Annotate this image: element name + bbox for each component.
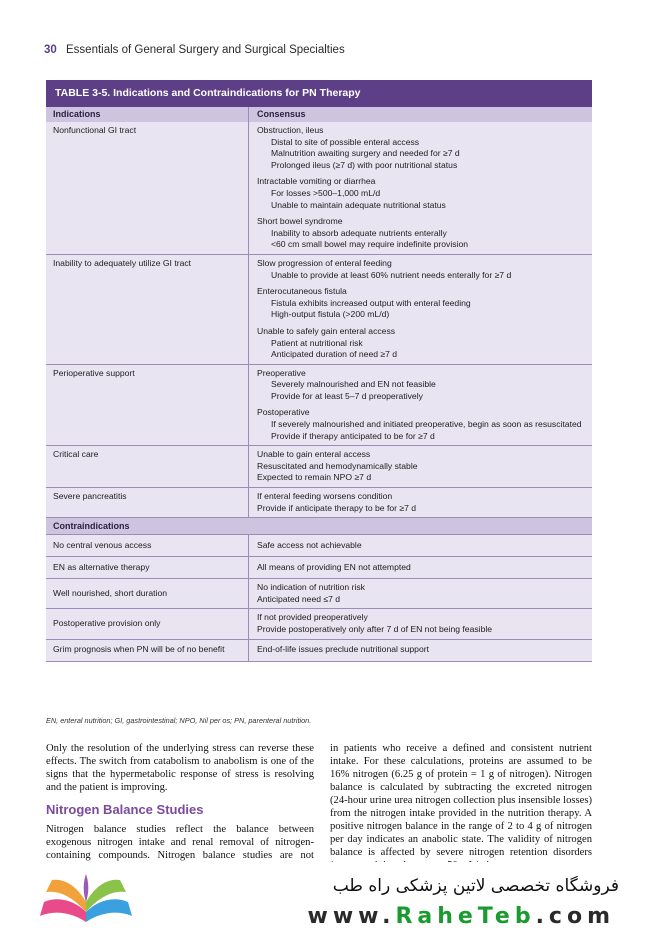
table-row xyxy=(46,609,592,639)
page-header xyxy=(44,44,345,56)
open-book-logo-icon xyxy=(36,872,136,932)
consensus-heading: Unable to safely gain enteral access xyxy=(257,325,396,336)
consensus-heading: Slow progression of enteral feeding xyxy=(257,257,392,268)
contraindication-label: No central venous access xyxy=(53,539,152,550)
contraindication-rows xyxy=(46,535,592,661)
consensus-item: Anticipated need ≤7 d xyxy=(257,593,341,604)
book-title: Essentials of General Surgery and Surgical Specialties xyxy=(66,44,345,56)
consensus-item: Unable to gain enteral access xyxy=(257,449,371,460)
consensus-group xyxy=(257,449,588,484)
consensus-cell xyxy=(248,446,592,487)
contraindications-header: Contraindications xyxy=(46,518,592,535)
consensus-group xyxy=(257,258,588,281)
table-row xyxy=(46,122,592,255)
contraindication-label: EN as alternative therapy xyxy=(53,561,150,572)
indication-label: Perioperative support xyxy=(53,367,135,378)
indication-label: Inability to adequately utilize GI tract xyxy=(53,257,192,268)
indication-rows xyxy=(46,122,592,518)
persian-store-name: فروشگاه تخصصی لاتین پزشکی راه طب xyxy=(332,876,619,896)
consensus-item: No indication of nutrition risk xyxy=(257,582,365,593)
consensus-item: Provide for at least 5–7 d preoperatively xyxy=(271,390,423,401)
body-paragraph: in patients who receive a defined and consistent nutrient intake. For these calculations, proteins are assumed to be 16% nitrogen (6.25 g of protein = 1 g of nitrogen). Nitrogen balance is calculated by subtracting the excreted nitrogen (24-hour urine urea nitrogen collection plus insensible losses) from the nitrogen intake provided in the nutrition therapy. A positive nitrogen balance in the range of 2 to 4 g of nitrogen per day indicates an anabolic state. The validity of nitrogen balance is affected by severe nitrogen retention disorders xyxy=(330,743,592,858)
consensus-cell xyxy=(248,255,592,364)
consensus-item: Provide postoperatively only after 7 d of EN not being feasible xyxy=(257,624,493,634)
consensus-group xyxy=(257,326,588,361)
consensus-group xyxy=(257,368,588,403)
body-paragraph: Nitrogen balance studies reflect the balance between exogenous nitrogen intake and renal removal of nitrogen-containing compounds. Nitrogen balance studies are not xyxy=(46,824,314,861)
consensus-item: Provide if therapy anticipated to be for ≥7 d xyxy=(271,430,435,441)
consensus-heading: Short bowel syndrome xyxy=(257,216,343,227)
consensus-item: Expected to remain NPO ≥7 d xyxy=(257,472,372,483)
table-footnote: EN, enteral nutrition; GI, gastrointestinal; NPO, Nil per os; PN, parenteral nutrition. xyxy=(46,716,312,725)
table-row xyxy=(46,365,592,447)
url-highlight: RaheTeb xyxy=(395,904,536,929)
consensus-heading: Enterocutaneous fistula xyxy=(257,286,347,297)
contraindication-label: Postoperative provision only xyxy=(53,618,161,629)
contraindication-label: Well nourished, short duration xyxy=(53,588,168,599)
indication-label: Critical care xyxy=(53,449,99,460)
table-row xyxy=(46,255,592,365)
consensus-cell xyxy=(248,122,592,254)
consensus-group xyxy=(257,286,588,321)
consensus-item: Unable to provide at least 60% nutrient needs enterally for ≥7 d xyxy=(271,269,512,280)
consensus-item: Distal to site of possible enteral access xyxy=(271,136,420,147)
consensus-item: Provide if anticipate therapy to be for ≥7 d xyxy=(257,502,417,513)
section-title: Nitrogen Balance Studies xyxy=(46,802,204,817)
consensus-cell xyxy=(248,609,592,638)
consensus-group xyxy=(257,216,588,251)
page-number: 30 xyxy=(44,44,57,56)
consensus-item: Malnutrition awaiting surgery and needed for ≥7 d xyxy=(271,148,460,159)
contraindication-label: Grim prognosis when PN will be of no benefit xyxy=(53,644,225,655)
consensus-heading: Obstruction, ileus xyxy=(257,125,324,135)
consensus-item: <60 cm small bowel may require indefinite provision xyxy=(271,239,469,250)
pn-therapy-table xyxy=(46,80,592,662)
consensus-cell xyxy=(248,640,592,661)
body-paragraph: Only the resolution of the underlying stress can reverse these effects. The switch from catabolism to anabolism is one of the signs that the hypermetabolic response of stress is resolving and the patient is improving. xyxy=(46,743,314,793)
consensus-item: High-output fistula (>200 mL/d) xyxy=(271,309,390,320)
table-row xyxy=(46,557,592,579)
url-suffix: .com xyxy=(535,904,615,929)
consensus-item: If severely malnourished and initiated preoperative, begin as soon as resuscitated xyxy=(271,419,582,430)
consensus-heading: Postoperative xyxy=(257,407,310,418)
consensus-group xyxy=(257,176,588,211)
table-title: TABLE 3-5. Indications and Contraindications for PN Therapy xyxy=(46,80,592,107)
consensus-group xyxy=(257,407,588,442)
consensus-heading: Intractable vomiting or diarrhea xyxy=(257,176,376,187)
column-header-consensus: Consensus xyxy=(248,107,592,122)
column-header-indications: Indications xyxy=(53,109,101,119)
table-row xyxy=(46,488,592,518)
consensus-item: Safe access not achievable xyxy=(257,539,362,550)
consensus-cell xyxy=(248,488,592,517)
consensus-item: Fistula exhibits increased output with enteral feeding xyxy=(271,297,471,308)
consensus-item: All means of providing EN not attempted xyxy=(257,561,411,572)
indication-label: Nonfunctional GI tract xyxy=(53,125,137,135)
table-row xyxy=(46,640,592,662)
body-column-right xyxy=(330,742,592,872)
consensus-group xyxy=(257,491,588,514)
consensus-item: Resuscitated and hemodynamically stable xyxy=(257,460,418,471)
store-url xyxy=(308,904,616,929)
watermark-banner xyxy=(0,862,659,940)
url-prefix: www. xyxy=(307,904,396,929)
consensus-item: Severely malnourished and EN not feasible xyxy=(271,379,436,390)
table-column-headers xyxy=(46,107,592,122)
consensus-group xyxy=(257,125,588,171)
consensus-cell xyxy=(248,557,592,578)
consensus-item: Prolonged ileus (≥7 d) with poor nutritional status xyxy=(271,159,458,170)
indication-label: Severe pancreatitis xyxy=(53,491,127,502)
table-row xyxy=(46,535,592,557)
consensus-item: Patient at nutritional risk xyxy=(271,337,363,348)
consensus-item: For losses >500–1,000 mL/d xyxy=(271,187,381,198)
consensus-item: If enteral feeding worsens condition xyxy=(257,491,393,502)
table-row xyxy=(46,446,592,488)
consensus-cell xyxy=(248,535,592,556)
consensus-item: Unable to maintain adequate nutritional status xyxy=(271,199,446,210)
consensus-item: If not provided preoperatively xyxy=(257,612,368,623)
consensus-heading: Preoperative xyxy=(257,367,306,378)
table-row xyxy=(46,579,592,609)
consensus-item: End-of-life issues preclude nutritional support xyxy=(257,644,429,655)
consensus-cell xyxy=(248,579,592,608)
consensus-item: Anticipated duration of need ≥7 d xyxy=(271,349,398,360)
consensus-cell xyxy=(248,365,592,446)
consensus-item: Inability to absorb adequate nutrients enterally xyxy=(271,227,447,238)
